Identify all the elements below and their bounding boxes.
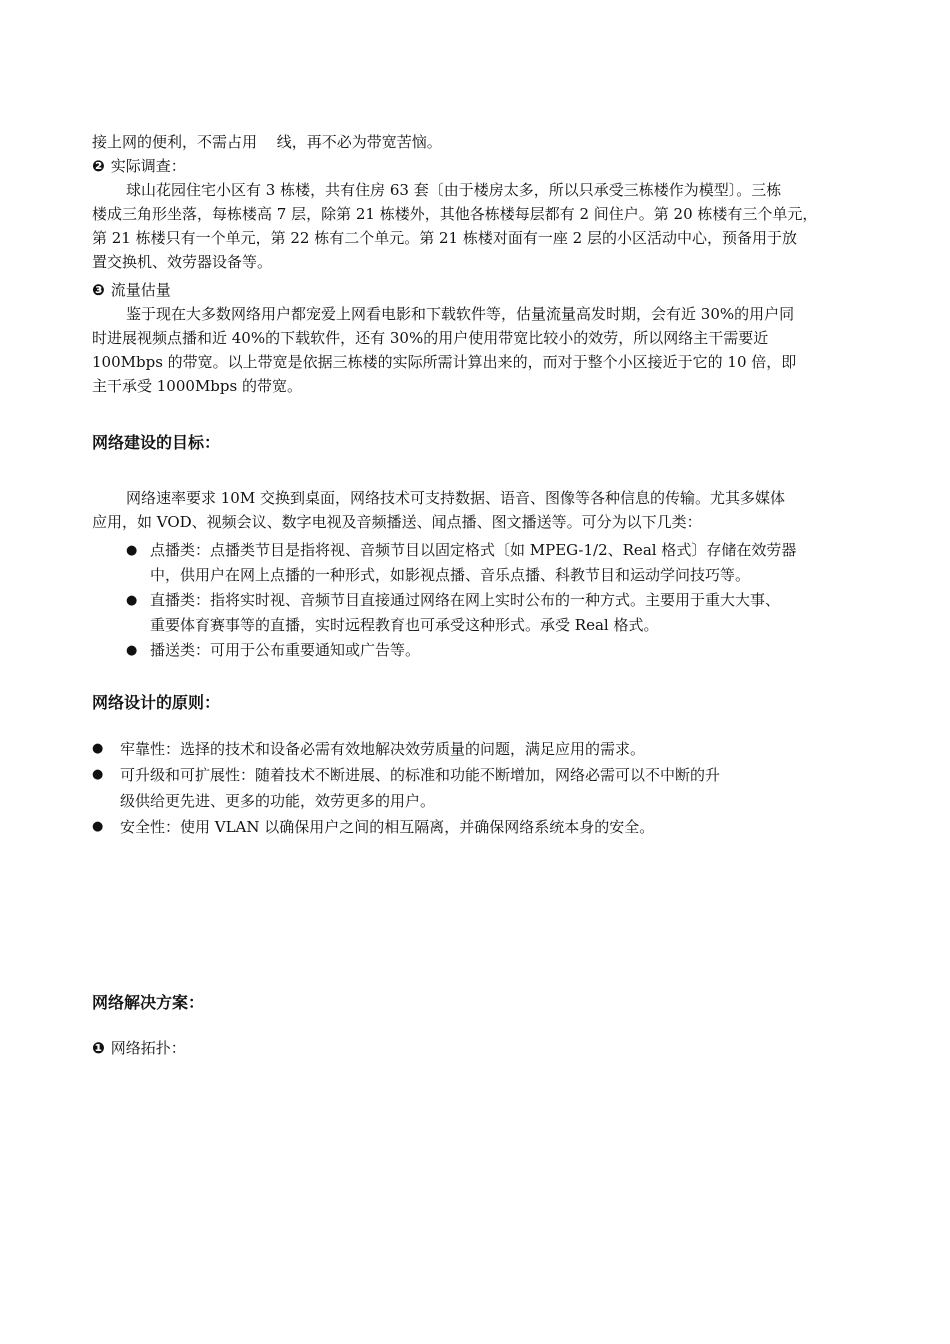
list-item-text: 重要体育赛事等的直播，实时远程教育也可承受这种形式。承受 Real 格式。 — [150, 616, 659, 634]
solution-item-label: 网络拓扑： — [110, 1039, 186, 1057]
list-item-text: 播送类：可用于公布重要通知或广告等。 — [150, 641, 421, 659]
paragraph-line: 鉴于现在大多数网络用户都宠爱上网看电影和下载软件等，估量流量高发时期，会有近 30%的用户同 — [126, 305, 795, 323]
number-3-icon: ❸ — [92, 281, 105, 299]
bullet-icon: ● — [92, 819, 104, 834]
list-item-text: 直播类：指将实时视、音频节目直接通过网络在网上实时公布的一种方式。主要用于重大大事、 — [150, 591, 781, 609]
solution-heading: 网络解决方案： — [92, 993, 205, 1012]
paragraph-line: 网络速率要求 10M 交换到桌面，网络技术可支持数据、语音、图像等各种信息的传输。尤其多媒体 — [126, 489, 785, 507]
survey-section — [92, 154, 862, 274]
principles-bullet-list — [92, 736, 862, 840]
paragraph-line: 第 21 栋楼只有一个单元，第 22 栋有二个单元。第 21 栋楼对面有一座 2 层的小区活动中心，预备用于放 — [92, 229, 797, 247]
solution-item — [92, 1036, 862, 1060]
bullet-icon: ● — [126, 643, 138, 658]
traffic-title-row — [92, 278, 862, 302]
traffic-title: 流量估量 — [110, 281, 171, 299]
number-2-icon: ❷ — [92, 157, 105, 175]
paragraph-line: 主干承受 1000Mbps 的带宽。 — [92, 377, 302, 395]
traffic-section — [92, 278, 862, 398]
paragraph-line: 时进展视频点播和近 40%的下载软件，还有 30%的用户使用带宽比较小的效劳，所以网络主干需要近 — [92, 329, 769, 347]
paragraph-line: 球山花园住宅小区有 3 栋楼，共有住房 63 套〔由于楼房太多，所以只承受三栋楼作为模型〕。三栋 — [126, 181, 782, 199]
goals-bullet-list — [126, 538, 866, 663]
intro-line: 接上网的便利，不需占用 线，再不必为带宽苦恼。 — [92, 133, 442, 151]
list-item — [92, 762, 862, 814]
paragraph-line: 楼成三角形坐落，每栋楼高 7 层，除第 21 栋楼外，其他各栋楼每层都有 2 间住户。第 20 栋楼有三个单元， — [92, 205, 818, 223]
list-item-text: 点播类：点播类节目是指将视、音频节目以固定格式〔如 MPEG-1/2、Real 格式〕存储在效劳器 — [150, 541, 797, 559]
bullet-icon: ● — [92, 767, 104, 782]
principles-heading: 网络设计的原则： — [92, 693, 221, 712]
goals-heading: 网络建设的目标： — [92, 433, 221, 452]
goals-intro — [92, 486, 862, 534]
bullet-icon: ● — [126, 593, 138, 608]
list-item — [92, 736, 862, 762]
list-item-text: 牢靠性：选择的技术和设备必需有效地解决效劳质量的问题，满足应用的需求。 — [120, 740, 646, 758]
paragraph-line: 置交换机、效劳器设备等。 — [92, 253, 273, 271]
list-item — [126, 538, 866, 588]
bullet-icon: ● — [126, 543, 138, 558]
list-item-text: 中，供用户在网上点播的一种形式，如影视点播、音乐点播、科教节目和运动学问技巧等。 — [150, 566, 751, 584]
paragraph-line: 应用，如 VOD、视频会议、数字电视及音频播送、闻点播、图文播送等。可分为以下几类： — [92, 513, 702, 531]
survey-title-row — [92, 154, 862, 178]
list-item — [126, 588, 866, 638]
list-item-text: 级供给更先进、更多的功能，效劳更多的用户。 — [120, 792, 436, 810]
survey-title: 实际调查： — [110, 157, 186, 175]
list-item — [92, 814, 862, 840]
list-item-text: 安全性：使用 VLAN 以确保用户之间的相互隔离，并确保网络系统本身的安全。 — [120, 818, 655, 836]
bullet-icon: ● — [92, 741, 104, 756]
list-item — [126, 638, 866, 663]
paragraph-line: 100Mbps 的带宽。以上带宽是依据三栋楼的实际所需计算出来的，而对于整个小区接近于它的 10 倍，即 — [92, 353, 797, 371]
list-item-text: 可升级和可扩展性：随着技术不断进展、的标准和功能不断增加，网络必需可以不中断的升 — [120, 766, 721, 784]
number-1-icon: ❶ — [92, 1039, 105, 1057]
